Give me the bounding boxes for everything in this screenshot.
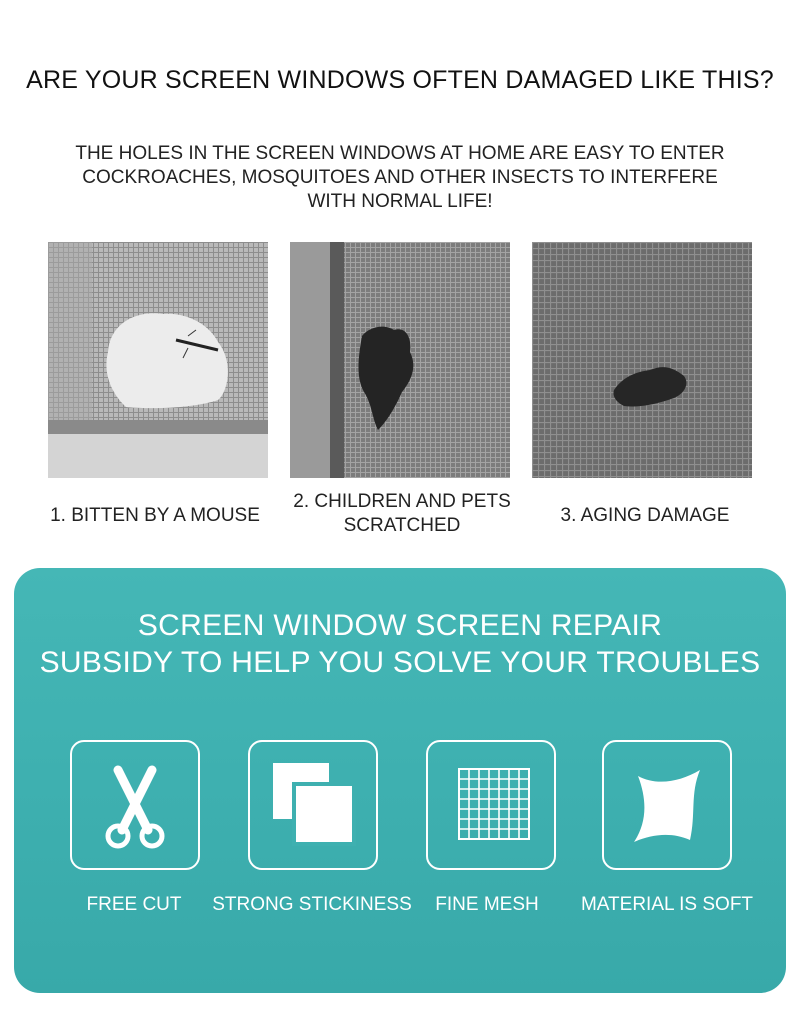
damage-photos (0, 242, 800, 482)
mouse-bite-hole-photo (48, 242, 268, 478)
feature-label-strong-stickiness: STRONG STICKINESS (212, 894, 412, 915)
caption-scratched: 2. CHILDREN AND PETS SCRATCHED (293, 491, 511, 536)
repair-features-panel (14, 568, 786, 993)
feature-label-material-soft: MATERIAL IS SOFT (580, 894, 754, 915)
caption-aging: 3. AGING DAMAGE (560, 505, 730, 526)
caption-mouse-bite: 1. BITTEN BY A MOUSE (50, 505, 260, 526)
fine-mesh-card (426, 740, 556, 870)
page-headline: ARE YOUR SCREEN WINDOWS OFTEN DAMAGED LIKE THIS? (26, 66, 774, 94)
scratch-hole-photo (290, 242, 510, 478)
feature-label-fine-mesh: FINE MESH (435, 894, 539, 915)
free-cut-card (70, 740, 200, 870)
feature-label-free-cut: FREE CUT (86, 894, 182, 915)
aging-hole-photo (532, 242, 752, 478)
strong-stickiness-card (248, 740, 378, 870)
patches-icon (250, 742, 375, 867)
scissors-icon (72, 742, 197, 867)
material-soft-card (602, 740, 732, 870)
mesh-grid-icon (428, 742, 553, 867)
panel-title-line2: SUBSIDY TO HELP YOU SOLVE YOUR TROUBLES (39, 646, 761, 679)
soft-fabric-icon (604, 742, 729, 867)
panel-title-line1: SCREEN WINDOW SCREEN REPAIR (137, 609, 663, 642)
intro-text: THE HOLES IN THE SCREEN WINDOWS AT HOME ARE EASY TO ENTER COCKROACHES, MOSQUITOES AND OTHER INSECTS TO INTERFERE WITH NORMAL LIFE! (75, 143, 725, 212)
